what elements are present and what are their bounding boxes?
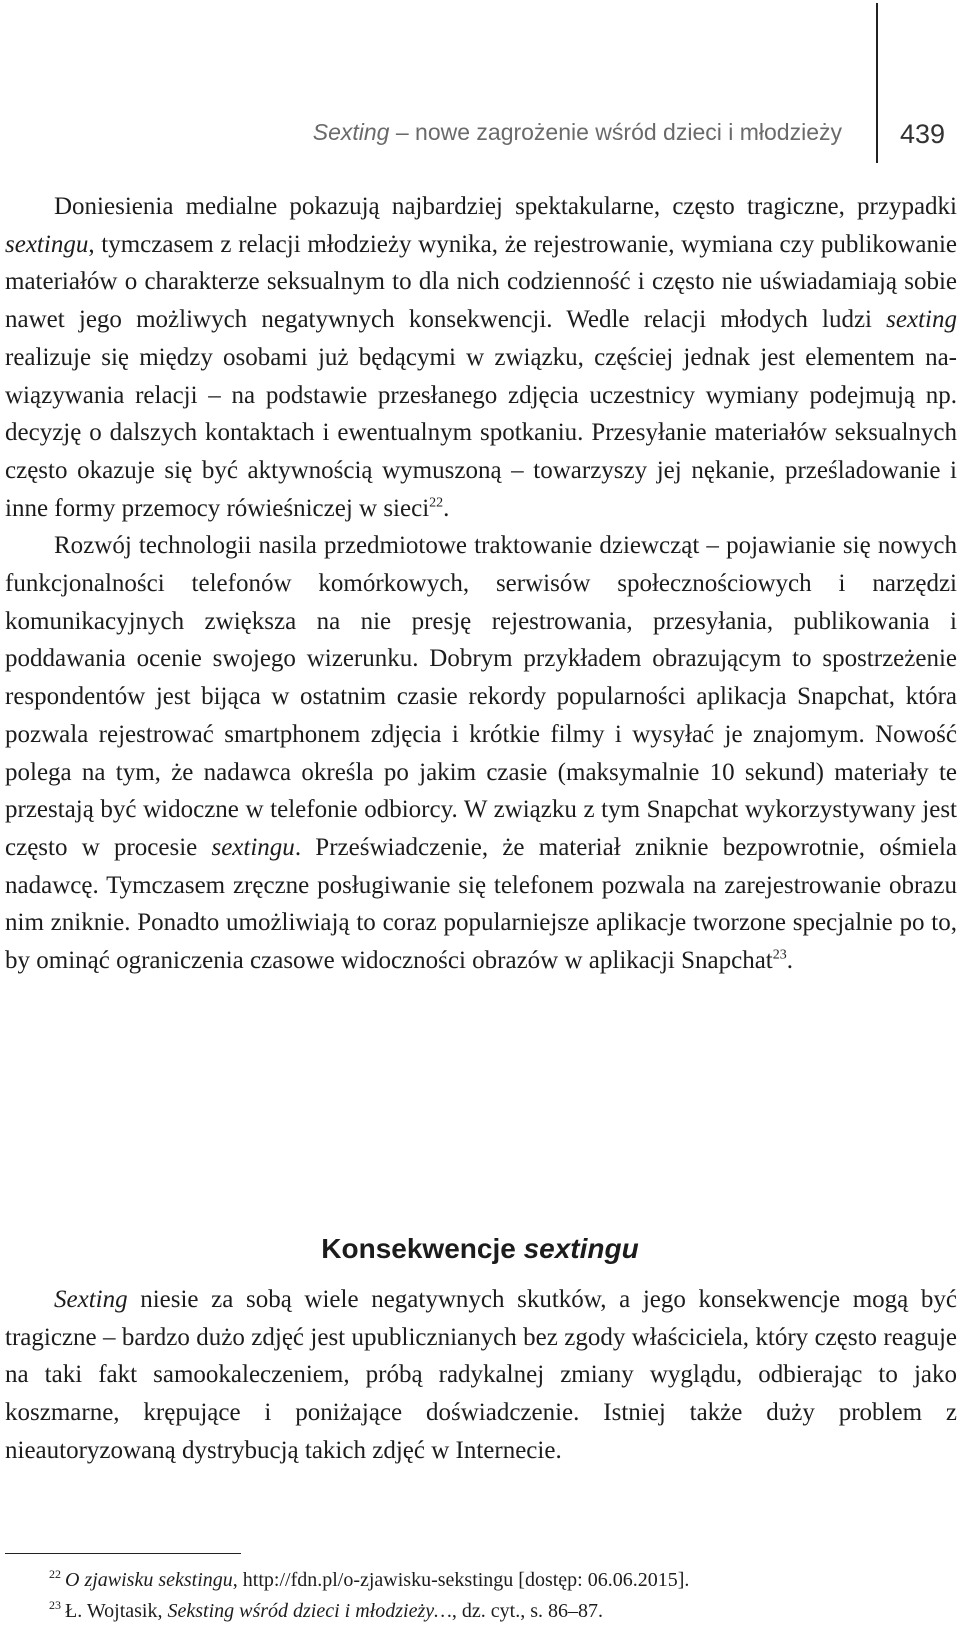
footnote-separator (5, 1553, 241, 1554)
footnotes (5, 1565, 955, 1627)
footnote-ref: 23 (772, 947, 787, 963)
text-run: Rozwój technologii nasila przedmiotowe traktowanie dziewcząt – pojawianie się nowych funkcjonalności telefonów komórkowych, serwisów społecznościowych i narzędzi komunikacyjnych zwiększa na nie presję rejestrowania, przesyłania, publikowania i poddawania ocenie swojego wizerunku. Dobrym przykładem obrazującym to spostrzeżenie respondentów jest bijąca w ostatnim czasie rekordy popularności aplikacja Snapchat, która pozwala rejestrować smartphonem zdjęcia i krótkie filmy i wysyłać je znajomym. Nowość polega na tym, że nadawca określa po jakim czasie (maksymalnie 10 sekund) materiały te przestają być widoczne w telefonie odbiorcy. W związku z tym Snapchat wykorzystywany jest często w procesie (5, 532, 957, 861)
italic-text: Sexting (54, 1286, 128, 1313)
text-run: realizuje się między osobami już będącymi w związku, częściej jednak jest elementem nawiązywania relacji – na podstawie przesłanego zdjęcia uczestnicy wymiany podejmują np. decyzję o dalszych kontaktach i ewentualnym spotkaniu. Przesyłanie materiałów seksualnych często okazuje się być aktywnością wymuszoną – towarzyszy jej nękanie, prześladowanie i inne formy przemocy rówieśniczej w sieci (5, 343, 957, 522)
text-run: . (786, 947, 793, 975)
section-heading-italic: sextingu (523, 1233, 639, 1264)
text-run: Doniesienia medialne pokazują najbardziej spektakularne, często tragiczne, przypadki (54, 193, 957, 220)
text-run: , tymczasem z relacji młodzieży wynika, że rejestrowanie, wymiana czy publikowanie materiałów o charakterze seksualnym to dla nich codzienność i często nie uświadamiają sobie nawet jego możliwych negatywnych konsekwencji. Wedle relacji młodych ludzi (5, 230, 957, 334)
footnote-number: 22 (49, 1567, 61, 1582)
italic-text: sexting (886, 306, 957, 334)
section-paragraph (5, 1281, 957, 1470)
paragraph (5, 188, 957, 527)
section-body (5, 1281, 957, 1470)
footnote (5, 1565, 955, 1596)
italic-text: sextingu (211, 833, 295, 861)
footnote (5, 1596, 955, 1627)
paragraph (5, 527, 957, 979)
page-header (0, 0, 960, 160)
body-text (5, 188, 957, 980)
page-number: 439 (900, 119, 946, 149)
running-title-italic: Sexting (312, 119, 390, 145)
italic-text: Seksting wśród dzieci i młodzieży… (167, 1600, 452, 1622)
italic-text: O zjawisku sekstingu (65, 1569, 233, 1591)
footnote-ref: 22 (429, 495, 444, 511)
text-run: . (443, 494, 450, 522)
running-title-rest: – nowe zagrożenie wśród dzieci i młodzieży (389, 119, 842, 145)
text-run: . Przeświadczenie, że materiał zniknie bezpowrotnie, ośmiela nadawcę. Tymczasem zręczne posługiwanie się telefonem pozwala na zarejestrowanie obrazu nim zniknie. Ponadto umożliwiają to coraz popularniejsze aplikacje tworzone specjalnie po to, by ominąć ograniczenia czasowe widoczności obrazów w aplikacji Snapchat (5, 833, 957, 975)
running-title (313, 119, 842, 146)
text-run: Ł. Wojtasik, (65, 1600, 168, 1622)
text-run: , http://fdn.pl/o-zjawisku-sekstingu [dostęp: 06.06.2015]. (232, 1569, 690, 1591)
section-heading (0, 1233, 960, 1265)
footnote-number: 23 (49, 1598, 61, 1613)
text-run: , dz. cyt., s. 86–87. (451, 1600, 603, 1622)
italic-text: sextingu (5, 230, 89, 258)
header-vertical-rule (876, 3, 878, 163)
section-heading-plain: Konsekwencje (321, 1233, 524, 1264)
text-run: niesie za sobą wiele negatywnych skutków, a jego konsekwencje mogą być tragiczne – bardzo dużo zdjęć jest upublicznianych bez zgody właściciela, który często reaguje na taki fakt samookaleczeniem, próbą radykalnej zmiany wyglądu, odbierając to jako koszmarne, krępujące i poniżające doświadczenie. Istniej także duży problem z nieautoryzowaną dystrybucją takich zdjęć w Internecie. (5, 1286, 957, 1464)
